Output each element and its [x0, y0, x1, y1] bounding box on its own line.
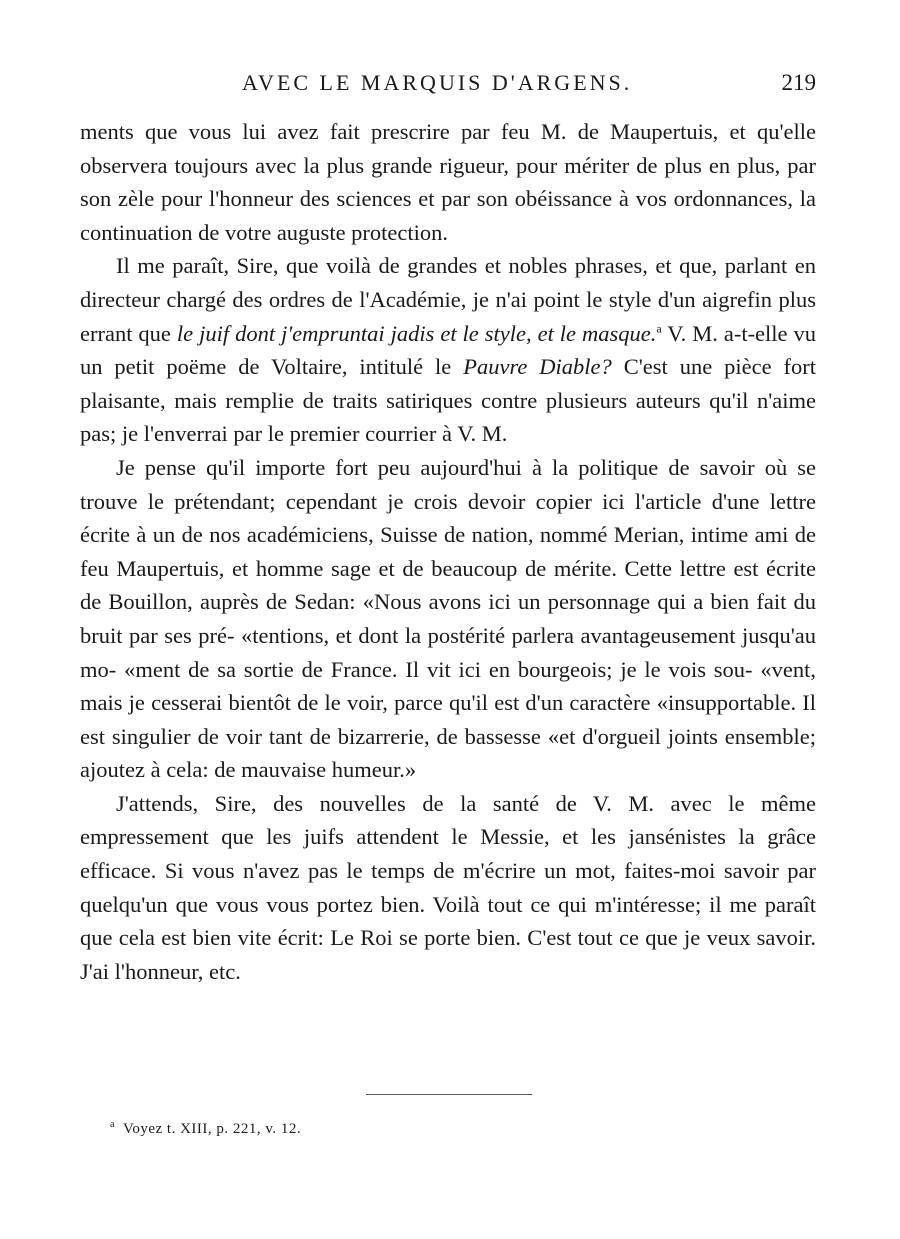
quote-line: «Nous avons ici un personnage qui a bien fait du bruit par ses pré-	[80, 589, 817, 648]
paragraph-2-part-a: Il me paraît, Sire, que voilà de grandes et nobles phrases, et que, parlant en directeur chargé des ordres de l'Académie, je n'ai point le style d'un aigrefin plus errant que	[80, 253, 816, 346]
paragraph-1: ments que vous lui avez fait prescrire par feu M. de Maupertuis, et qu'elle observera toujours avec la plus grande rigueur, pour mériter de plus en plus, par son zèle pour l'honneur des sciences et par son obéissance à vos ordonnances, la continuation de votre auguste protection.	[80, 119, 816, 245]
paragraph-2-italic-quote: le juif dont j'empruntai jadis et le style, et le masque.	[176, 320, 657, 346]
paragraph-3-intro: Je pense qu'il importe fort peu aujourd'hui à la politique de savoir où se trouve le prétendant; cependant je crois devoir copier ici l'article d'une lettre écrite à un de nos académiciens, Suisse de nation, nommé Merian, intime ami de feu Maupertuis, et homme sage et de beaucoup de mérite. Cette lettre est écrite de Bouillon, auprès de Sedan:	[80, 454, 816, 615]
paragraph-4: J'attends, Sire, des nouvelles de la santé de V. M. avec le même empressement que les juifs attendent le Messie, et les jansénistes la grâce efficace. Si vous n'avez pas le temps de m'écrire un mot, faites-moi savoir par quelqu'un que vous vous portez bien. Voilà tout ce qui m'intéresse; il me paraît que cela est bien vite écrit: Le Roi se porte bien. C'est tout ce que je veux savoir. J'ai l'honneur, etc.	[80, 790, 816, 984]
body-text	[80, 115, 816, 988]
footnote-text: Voyez t. XIII, p. 221, v. 12.	[122, 1121, 302, 1137]
quote-line: «vent, mais je cesserai bientôt de le voir, parce qu'il est d'un caractère	[80, 656, 817, 716]
paragraph-2-part-b: V. M. a-t-elle vu un petit poëme de Voltaire, intitulé le	[80, 320, 817, 380]
running-title: AVEC LE MARQUIS D'ARGENS.	[242, 70, 633, 95]
footnote	[110, 1119, 301, 1138]
paragraph-2	[80, 249, 816, 451]
paragraph-2-italic-title: Pauvre Diable?	[463, 354, 612, 380]
quote-line: «et d'orgueil joints ensemble; ajoutez à cela: de mauvaise humeur.»	[80, 723, 816, 783]
quote-line: «insupportable. Il est singulier de voir tant de bizarrerie, de bassesse	[80, 690, 816, 749]
paragraph-2-part-c: C'est une pièce fort plaisante, mais remplie de traits satiriques contre plusieurs auteurs qu'il n'aime pas; je l'enverrai par le premier courrier à V. M.	[80, 354, 816, 447]
page-number: 219	[781, 70, 816, 95]
footnote-reference: a	[656, 321, 662, 336]
page-header	[80, 70, 816, 104]
paragraph-3	[80, 451, 816, 787]
footnote-divider	[366, 1094, 532, 1095]
quote-line: «tentions, et dont la postérité parlera avantageusement jusqu'au mo-	[80, 622, 817, 682]
footnote-mark: a	[110, 1119, 115, 1130]
quote-line: «ment de sa sortie de France. Il vit ici en bourgeois; je le vois sou-	[124, 656, 753, 682]
